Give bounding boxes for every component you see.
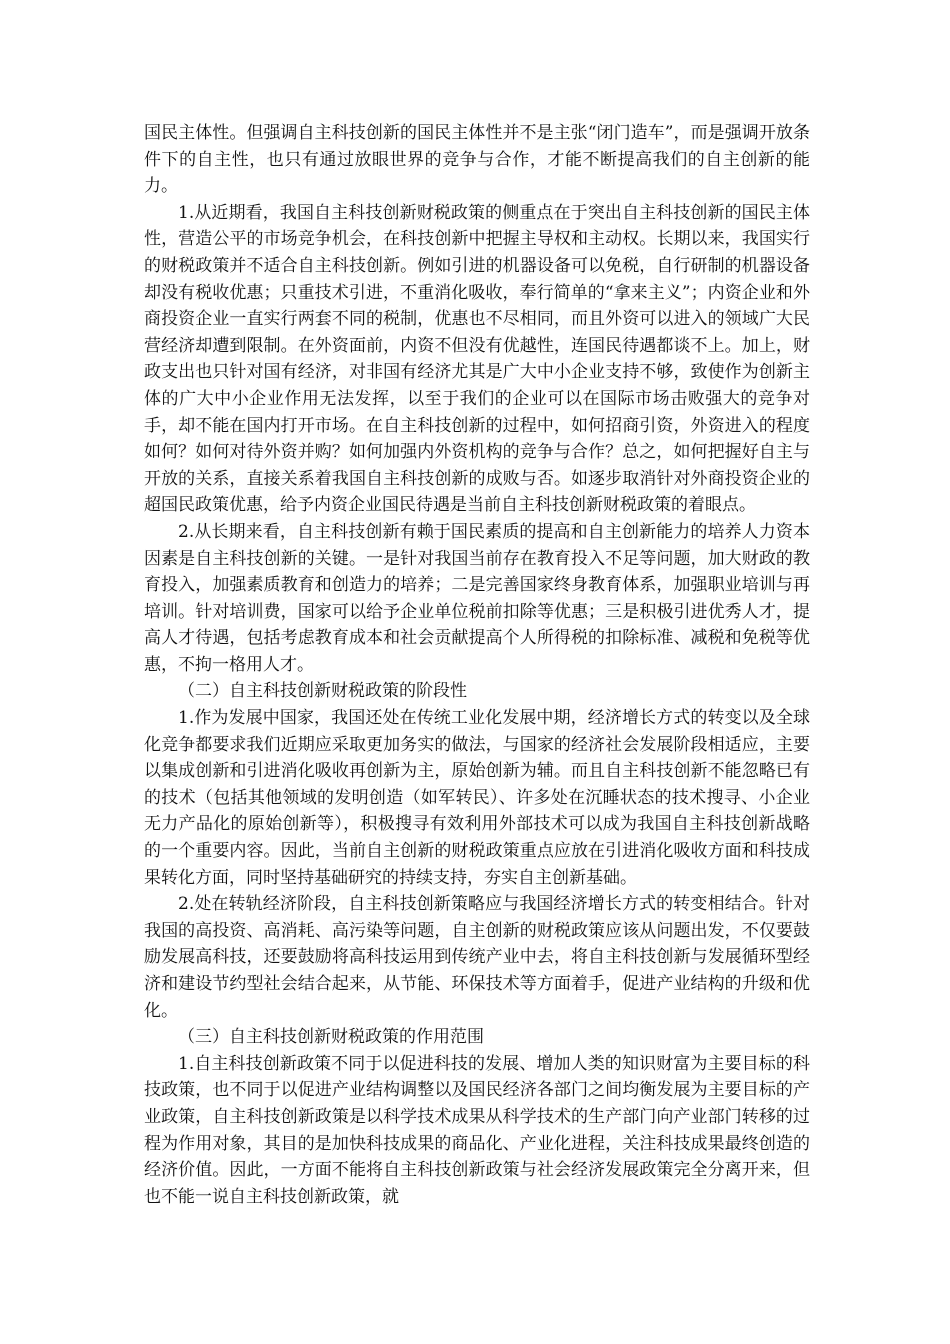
section-heading-scope: （三）自主科技创新财税政策的作用范围 bbox=[178, 1027, 484, 1048]
paragraph-intro-continuation: 国民主体性。但强调自主科技创新的国民主体性并不是主张“闭门造车”，而是强调开放条件下的自主性，也只有通过放眼世界的竞争与合作，才能不断提高我们的自主创新的能力。 bbox=[144, 123, 810, 197]
paragraph-transition-economy: 2.处在转轨经济阶段，自主科技创新策略应与我国经济增长方式的转变相结合。针对我国的高投资、高消耗、高污染等问题，自主创新的财税政策应该从问题出发，不仅要鼓励发展高科技，还要鼓励将高科技运用到传统产业中去，将自主科技创新与发展循环型经济和建设节约型社会结合起来，从节能、环保技术等方面着手，促进产业结构的升级和优化。 bbox=[144, 894, 810, 1021]
paragraph-policy-scope: 1.自主科技创新政策不同于以促进科技的发展、增加人类的知识财富为主要目标的科技政策，也不同于以促进产业结构调整以及国民经济各部门之间均衡发展为主要目标的产业政策，自主科技创新政策是以科学技术成果从科学技术的生产部门向产业部门转移的过程为作用对象，其目的是加快科技成果的商品化、产业化进程，关注科技成果最终创造的经济价值。因此，一方面不能将自主科技创新政策与社会经济发展政策完全分离开来，但也不能一说自主科技创新政策，就 bbox=[144, 1053, 810, 1207]
paragraph-short-term-policy: 1.从近期看，我国自主科技创新财税政策的侧重点在于突出自主科技创新的国民主体性，营造公平的市场竞争机会，在科技创新中把握主导权和主动权。长期以来，我国实行的财税政策并不适合自主科技创新。例如引进的机器设备可以免税，自行研制的机器设备却没有税收优惠；只重技术引进，不重消化吸收，奉行简单的“拿来主义”；内资企业和外商投资企业一直实行两套不同的税制，优惠也不尽相同，而且外资可以进入的领域广大民营经济却遭到限制。在外资面前，内资不但没有优越性，连国民待遇都谈不上。加上，财政支出也只针对国有经济，对非国有经济尤其是广大中小企业支持不够，致使作为创新主体的广大中小企业作用无法发挥，以至于我们的企业可以在国际市场击败强大的竞争对手，却不能在国内打开市场。在自主科技创新的过程中，如何招商引资，外资进入的程度如何？如何对待外资并购？如何加强内外资机构的竞争与合作？总之，如何把握好自主与开放的关系，直接关系着我国自主科技创新的成败与否。如逐步取消针对外商投资企业的超国民政策优惠，给予内资企业国民待遇是当前自主科技创新财税政策的着眼点。 bbox=[144, 202, 810, 516]
paragraph-developing-country: 1.作为发展中国家，我国还处在传统工业化发展中期，经济增长方式的转变以及全球化竞争都要求我们近期应采取更加务实的做法，与国家的经济社会发展阶段相适应，主要以集成创新和引进消化吸收再创新为主，原始创新为辅。而且自主科技创新不能忽略已有的技术（包括其他领域的发明创造（如军转民）、许多处在沉睡状态的技术搜寻、小企业无力产品化的原始创新等），积极搜寻有效利用外部技术可以成为我国自主科技创新战略的一个重要内容。因此，当前自主创新的财税政策重点应放在引进消化吸收方面和科技成果转化方面，同时坚持基础研究的持续支持，夯实自主创新基础。 bbox=[144, 708, 810, 888]
section-heading-stages: （二）自主科技创新财税政策的阶段性 bbox=[178, 681, 467, 702]
document-page bbox=[144, 120, 810, 1210]
paragraph-long-term-policy: 2.从长期来看，自主科技创新有赖于国民素质的提高和自主创新能力的培养人力资本因素是自主科技创新的关键。一是针对我国当前存在教育投入不足等问题，加大财政的教育投入，加强素质教育和创造力的培养；二是完善国家终身教育体系，加强职业培训与再培训。针对培训费，国家可以给予企业单位税前扣除等优惠；三是积极引进优秀人才，提高人才待遇，包括考虑教育成本和社会贡献提高个人所得税的扣除标准、减税和免税等优惠，不拘一格用人才。 bbox=[144, 521, 810, 675]
